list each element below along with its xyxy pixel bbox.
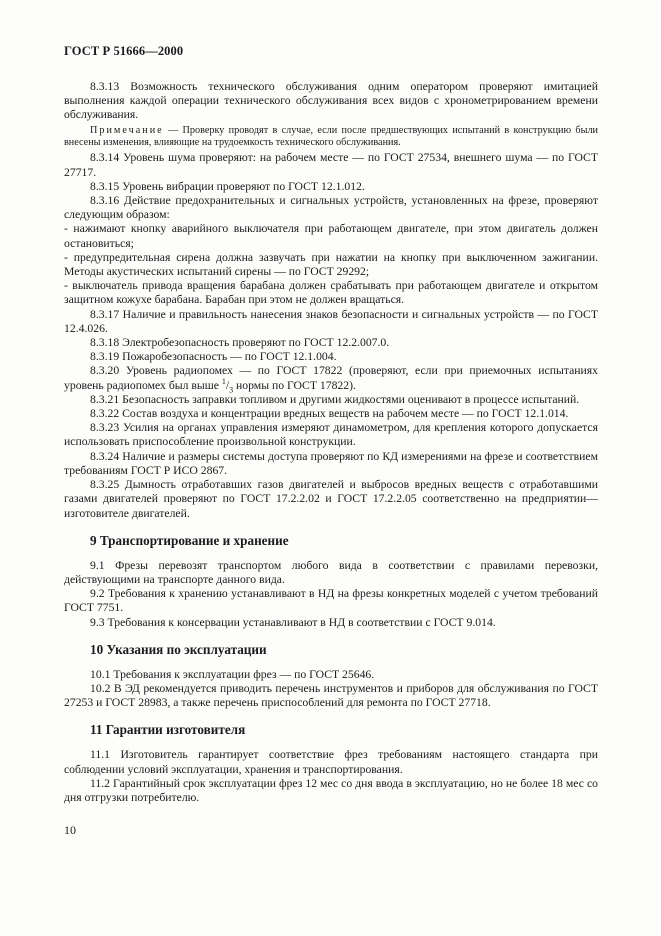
paragraph-8-3-20-before: 8.3.20 Уровень радиопомех — по ГОСТ 17822 (проверяют, если при приемочных испытаниях уровень радиопомех был выше bbox=[64, 364, 598, 392]
paragraph-8-3-13: 8.3.13 Возможность технического обслуживания одним оператором проверяют имитацией выполнения каждой операции технического обслуживания всех видов с хронометрированием времени обслуживания. bbox=[64, 80, 598, 122]
paragraph-8-3-15: 8.3.15 Уровень вибрации проверяют по ГОСТ 12.1.012. bbox=[90, 179, 365, 193]
paragraph-8-3-17: 8.3.17 Наличие и правильность нанесения знаков безопасности и сигнальных устройств — по ГОСТ 12.4.026. bbox=[64, 307, 598, 335]
fraction-separator: / bbox=[225, 378, 230, 392]
paragraph-9-3: 9.3 Требования к консервации устанавливают в НД в соответствии с ГОСТ 9.014. bbox=[90, 615, 496, 629]
paragraph-11-1: 11.1 Изготовитель гарантирует соответствие фрез требованиям настоящего стандарта при соблюдении условий эксплуатации, хранения и транспортирования. bbox=[64, 748, 598, 776]
fraction-numerator: 1 bbox=[221, 376, 226, 386]
paragraph-8-3-25: 8.3.25 Дымность отработавших газов двигателей и выбросов вредных веществ с отработавшими газами двигателей проверяют по ГОСТ 17.2.2.02 и ГОСТ 17.2.2.05 соответственно на предприятии—изготовителе двигателей. bbox=[64, 478, 598, 520]
paragraph-8-3-20 bbox=[64, 364, 598, 392]
paragraph-10-2: 10.2 В ЭД рекомендуется приводить перечень инструментов и приборов для обслуживания по ГОСТ 27253 и ГОСТ 28983, а также перечень приспособлений для ремонта по ГОСТ 27718. bbox=[64, 681, 598, 710]
paragraph-8-3-24: 8.3.24 Наличие и размеры системы доступа проверяют по КД измерениями на фрезе и соответствием требованиям ГОСТ Р ИСО 2867. bbox=[64, 449, 598, 477]
paragraph-8-3-20-after: нормы по ГОСТ 17822). bbox=[233, 378, 356, 392]
fraction-denominator: 3 bbox=[229, 385, 234, 394]
document-page bbox=[64, 44, 598, 805]
page-number: 10 bbox=[64, 823, 76, 837]
paragraph-8-3-18: 8.3.18 Электробезопасность проверяют по ГОСТ 12.2.007.0. bbox=[90, 336, 390, 350]
paragraph-8-3-23: 8.3.23 Усилия на органах управления измеряют динамометром, для крепления которого допускается использовать приспособление произвольной конструкции. bbox=[64, 421, 598, 449]
section-9-heading: 9 Транспортирование и хранение bbox=[90, 532, 289, 548]
paragraph-8-3-21: 8.3.21 Безопасность заправки топливом и другими жидкостями оценивают в процессе испытаний. bbox=[90, 392, 580, 406]
list-item-emergency-switch: - нажимают кнопку аварийного выключателя при работающем двигателе, при этом двигатель должен остановиться; bbox=[64, 222, 598, 250]
list-item-drum-switch: - выключатель привода вращения барабана должен срабатывать при работающем двигателе и открытом защитном кожухе барабана. Барабан при этом не должен вращаться. bbox=[64, 279, 598, 307]
note-text: — Проверку проводят в случае, если после предшествующих испытаний в конструкцию были внесены изменения, влияющие на трудоемкость технического обслуживания. bbox=[64, 124, 598, 149]
document-header: ГОСТ Р 51666—2000 bbox=[64, 44, 184, 58]
section-11-heading: 11 Гарантии изготовителя bbox=[90, 722, 246, 738]
list-item-siren: - предупредительная сирена должна зазвучать при нажатии на кнопку при выключенном зажигании. Методы акустических испытаний сирены — по ГОСТ 29292; bbox=[64, 250, 598, 279]
note-label: Примечание bbox=[90, 124, 164, 136]
paragraph-9-2: 9.2 Требования к хранению устанавливают в НД на фрезы конкретных моделей с учетом требований ГОСТ 7751. bbox=[64, 587, 598, 615]
paragraph-9-1: 9.1 Фрезы перевозят транспортом любого вида в соответствии с правилами перевозки, действующими на транспорте данного вида. bbox=[64, 558, 598, 586]
paragraph-8-3-16: 8.3.16 Действие предохранительных и сигнальных устройств, установленных на фрезе, проверяют следующим образом: bbox=[64, 194, 598, 222]
paragraph-10-1: 10.1 Требования к эксплуатации фрез — по ГОСТ 25646. bbox=[90, 667, 375, 681]
paragraph-8-3-14: 8.3.14 Уровень шума проверяют: на рабочем месте — по ГОСТ 27534, внешнего шума — по ГОСТ 27717. bbox=[64, 151, 598, 179]
paragraph-11-2: 11.2 Гарантийный срок эксплуатации фрез 12 мес со дня ввода в эксплуатацию, но не более 18 мес со дня отгрузки потребителю. bbox=[64, 776, 598, 804]
note-paragraph bbox=[64, 125, 598, 150]
section-10-heading: 10 Указания по эксплуатации bbox=[90, 641, 267, 657]
paragraph-8-3-22: 8.3.22 Состав воздуха и концентрации вредных веществ на рабочем месте — по ГОСТ 12.1.014. bbox=[90, 407, 569, 421]
paragraph-8-3-19: 8.3.19 Пожаробезопасность — по ГОСТ 12.1.004. bbox=[90, 350, 337, 364]
